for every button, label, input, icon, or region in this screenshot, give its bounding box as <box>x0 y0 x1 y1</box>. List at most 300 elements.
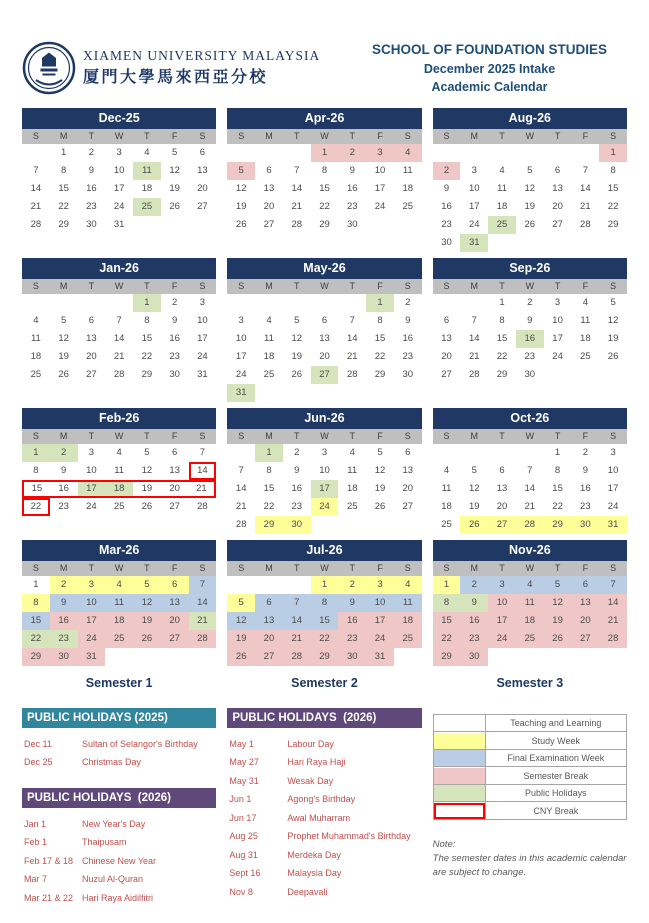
day-cell: 13 <box>402 465 414 477</box>
day-cell: 19 <box>607 333 619 345</box>
weekday-label: M <box>470 562 479 573</box>
day-cell: 19 <box>469 501 480 513</box>
day-cell: 28 <box>283 648 311 666</box>
day-cell: 8 <box>144 315 150 327</box>
month-oct-26 <box>433 408 627 534</box>
day-cell <box>516 444 544 462</box>
day-cell: 18 <box>580 333 591 345</box>
day-cell: 23 <box>346 201 358 213</box>
public-holiday-name: Nuzul Al-Quran <box>82 874 144 885</box>
day-cell: 15 <box>263 483 275 495</box>
day-cell: 7 <box>199 447 206 459</box>
day-cell: 31 <box>599 516 627 534</box>
weekday-label: T <box>499 130 505 141</box>
day-cell <box>283 576 311 594</box>
day-cell: 19 <box>169 183 180 195</box>
day-cell: 9 <box>50 594 78 612</box>
day-cell: 12 <box>544 594 572 612</box>
day-cell <box>488 648 516 666</box>
day-cell <box>366 516 394 534</box>
day-cell: 10 <box>86 465 97 477</box>
day-cell <box>311 294 339 312</box>
weekday-label: S <box>610 130 617 141</box>
day-cell: 29 <box>433 648 461 666</box>
day-cell: 9 <box>443 183 450 195</box>
day-cell: 29 <box>607 219 619 231</box>
day-cell: 17 <box>113 183 125 195</box>
weekday-label: W <box>525 562 535 573</box>
day-cell: 18 <box>30 351 42 363</box>
weekday-label: W <box>320 430 329 441</box>
weekday-label: F <box>582 130 589 141</box>
day-cell: 12 <box>469 483 480 495</box>
weekday-label: M <box>265 280 273 291</box>
day-cell: 15 <box>22 480 50 498</box>
day-cell: 21 <box>599 612 627 630</box>
legend-swatch-cell <box>433 767 485 785</box>
day-cell <box>516 648 544 666</box>
day-cell: 21 <box>291 201 303 213</box>
day-cell: 31 <box>78 648 106 666</box>
public-holidays-header: PUBLIC HOLIDAYS (2026) <box>22 788 216 808</box>
day-cell: 29 <box>141 369 153 381</box>
day-cell <box>488 234 516 252</box>
day-cell: 6 <box>88 315 95 327</box>
day-cell: 10 <box>78 594 106 612</box>
day-cell: 5 <box>544 576 572 594</box>
day-cell: 2 <box>50 576 78 594</box>
semester-3-label: Semester 3 <box>496 675 564 690</box>
day-cell: 14 <box>189 594 217 612</box>
weekday-label: W <box>114 562 124 573</box>
day-cell <box>544 366 572 384</box>
day-cell: 22 <box>311 630 339 648</box>
day-cell: 21 <box>469 351 480 363</box>
public-holiday-date: Aug 25 <box>229 831 258 842</box>
day-cell: 23 <box>169 351 180 363</box>
weekday-label: S <box>199 430 206 441</box>
month-days <box>433 444 627 534</box>
day-cell: 24 <box>311 498 339 516</box>
day-cell: 20 <box>496 501 508 513</box>
day-cell: 20 <box>197 183 208 195</box>
day-cell: 22 <box>141 351 153 363</box>
day-cell <box>433 294 461 312</box>
day-cell: 24 <box>552 351 563 363</box>
day-cell: 11 <box>105 594 133 612</box>
day-cell: 26 <box>235 219 247 231</box>
day-cell: 26 <box>291 369 303 381</box>
day-cell <box>460 294 488 312</box>
day-cell: 11 <box>516 594 544 612</box>
day-cell: 3 <box>610 447 616 459</box>
weekday-label: F <box>377 430 383 441</box>
day-cell: 14 <box>189 462 217 480</box>
day-cell: 4 <box>116 447 122 459</box>
day-cell: 26 <box>460 516 488 534</box>
day-cell: 28 <box>346 369 358 381</box>
month-feb-26 <box>22 408 216 516</box>
day-cell: 26 <box>58 369 69 381</box>
day-cell: 22 <box>374 351 386 363</box>
day-cell: 26 <box>227 648 255 666</box>
public-holiday-date: Mar 21 & 22 <box>24 892 74 903</box>
day-cell: 15 <box>552 483 563 495</box>
day-cell: 7 <box>599 576 627 594</box>
weekday-label: T <box>144 430 150 441</box>
day-cell: 4 <box>394 576 422 594</box>
day-cell: 28 <box>580 219 591 231</box>
day-cell: 10 <box>235 333 247 345</box>
day-cell: 11 <box>133 162 161 180</box>
semester-labels <box>22 676 627 690</box>
public-holiday-row <box>24 753 216 772</box>
weekday-row <box>22 129 216 144</box>
day-cell: 9 <box>338 594 366 612</box>
month-days <box>227 576 421 666</box>
month-days <box>227 444 421 534</box>
day-cell: 5 <box>610 297 616 309</box>
day-cell: 3 <box>199 297 206 309</box>
day-cell: 24 <box>366 630 394 648</box>
day-cell: 19 <box>58 351 69 363</box>
day-cell <box>22 294 50 312</box>
month-sep-26 <box>433 258 627 384</box>
public-holiday-row <box>229 753 421 772</box>
weekday-label: S <box>404 280 411 291</box>
day-cell: 22 <box>58 201 69 213</box>
public-holiday-row <box>24 870 216 889</box>
day-cell: 16 <box>346 183 358 195</box>
day-cell: 2 <box>50 444 78 462</box>
day-cell: 21 <box>189 612 217 630</box>
legend-swatch-yellow <box>434 733 485 749</box>
day-cell: 9 <box>88 165 95 177</box>
day-cell: 14 <box>30 183 42 195</box>
day-cell: 8 <box>377 315 383 327</box>
weekday-label: M <box>265 562 273 573</box>
weekday-row <box>22 561 216 576</box>
day-cell <box>571 234 599 252</box>
public-holiday-name: Christmas Day <box>82 757 142 768</box>
day-cell <box>460 444 488 462</box>
day-cell: 22 <box>433 630 461 648</box>
weekday-label: T <box>88 130 95 141</box>
day-cell: 17 <box>197 333 208 345</box>
day-cell: 21 <box>235 501 247 513</box>
day-cell: 11 <box>497 183 507 195</box>
weekday-label: S <box>238 130 245 141</box>
public-holiday-date: Dec 25 <box>24 757 53 768</box>
day-cell: 20 <box>161 480 189 498</box>
weekday-label: W <box>114 430 124 441</box>
day-cell: 5 <box>144 447 150 459</box>
title-line-school: SCHOOL OF FOUNDATION STUDIES <box>371 42 607 57</box>
weekday-row <box>433 279 627 294</box>
day-cell: 7 <box>238 465 244 477</box>
day-cell: 20 <box>86 351 97 363</box>
months-grid <box>22 108 627 666</box>
weekday-label: T <box>349 280 355 291</box>
day-cell: 18 <box>402 183 414 195</box>
day-cell: 10 <box>552 315 563 327</box>
day-cell: 20 <box>571 612 599 630</box>
day-cell <box>255 576 283 594</box>
weekday-label: T <box>554 280 561 291</box>
note-label: Note: <box>432 838 456 850</box>
day-cell: 14 <box>469 333 480 345</box>
day-cell: 24 <box>235 369 247 381</box>
day-cell: 7 <box>189 576 217 594</box>
day-cell: 15 <box>22 612 50 630</box>
day-cell <box>255 384 283 402</box>
day-cell: 24 <box>374 201 386 213</box>
day-cell: 3 <box>366 144 394 162</box>
public-holiday-date: May 27 <box>229 757 259 768</box>
day-cell: 17 <box>311 480 339 498</box>
day-cell: 1 <box>133 294 161 312</box>
month-jun-26 <box>227 408 421 534</box>
day-cell: 13 <box>255 612 283 630</box>
day-cell: 31 <box>113 219 125 231</box>
day-cell: 21 <box>346 351 358 363</box>
day-cell: 7 <box>294 165 300 177</box>
day-cell: 9 <box>172 315 178 327</box>
day-cell <box>433 444 461 462</box>
day-cell: 13 <box>169 465 180 477</box>
day-cell: 30 <box>460 648 488 666</box>
day-cell: 30 <box>346 219 358 231</box>
public-holiday-row <box>229 735 421 754</box>
day-cell <box>161 648 189 666</box>
public-holiday-row <box>24 889 216 908</box>
weekday-label: S <box>443 562 450 573</box>
weekday-row <box>227 429 421 444</box>
weekday-label: T <box>293 430 300 441</box>
title-line-intake: December 2025 Intake <box>423 61 556 76</box>
day-cell: 9 <box>582 465 588 477</box>
day-cell: 4 <box>144 147 150 159</box>
day-cell: 29 <box>58 219 69 231</box>
day-cell: 18 <box>141 183 153 195</box>
day-cell <box>311 384 339 402</box>
day-cell: 25 <box>133 198 161 216</box>
day-cell <box>488 144 516 162</box>
legend-swatch-cell <box>433 784 485 802</box>
day-cell <box>338 516 366 534</box>
day-cell: 29 <box>374 369 386 381</box>
public-holiday-name: Labour Day <box>287 738 334 749</box>
day-cell: 14 <box>235 483 247 495</box>
day-cell: 3 <box>116 147 122 159</box>
day-cell <box>338 294 366 312</box>
month-days <box>22 444 216 516</box>
day-cell: 9 <box>60 465 67 477</box>
day-cell: 6 <box>161 576 189 594</box>
day-cell: 23 <box>460 630 488 648</box>
day-cell: 16 <box>460 612 488 630</box>
day-cell: 25 <box>394 630 422 648</box>
day-cell: 10 <box>113 165 125 177</box>
public-holiday-name: Hari Raya Haji <box>287 757 346 768</box>
day-cell: 23 <box>58 501 69 513</box>
day-cell <box>516 144 544 162</box>
day-cell <box>394 216 422 234</box>
weekday-label: S <box>238 562 245 573</box>
weekday-label: S <box>32 130 39 141</box>
day-cell: 1 <box>311 144 339 162</box>
public-holiday-name: Agong's Birthday <box>287 794 356 805</box>
day-cell: 14 <box>599 594 627 612</box>
day-cell: 14 <box>346 333 358 345</box>
weekday-label: S <box>238 280 245 291</box>
day-cell: 1 <box>60 147 67 159</box>
day-cell: 20 <box>161 612 189 630</box>
weekday-label: W <box>320 130 329 141</box>
legend-label: CNY Break <box>485 802 626 820</box>
day-cell <box>255 294 283 312</box>
day-cell <box>161 216 189 234</box>
legend-label: Teaching and Learning <box>485 714 626 732</box>
day-cell: 16 <box>580 483 591 495</box>
month-title: Jun-26 <box>227 408 421 429</box>
day-cell: 1 <box>311 576 339 594</box>
weekday-label: T <box>499 280 505 291</box>
public-holidays-list <box>24 735 216 772</box>
weekday-label: T <box>293 130 300 141</box>
legend-swatch-cell <box>433 749 485 767</box>
day-cell: 16 <box>291 483 303 495</box>
weekday-label: F <box>377 130 383 141</box>
day-cell <box>338 384 366 402</box>
legend-row <box>433 732 626 750</box>
day-cell: 9 <box>294 465 300 477</box>
month-days <box>227 294 421 402</box>
day-cell: 29 <box>255 516 283 534</box>
day-cell: 7 <box>349 315 355 327</box>
weekday-label: T <box>499 562 505 573</box>
month-aug-26 <box>433 108 627 252</box>
day-cell: 22 <box>607 201 619 213</box>
month-title: Aug-26 <box>433 108 627 129</box>
public-holiday-date: May 1 <box>229 738 254 749</box>
day-cell: 30 <box>283 516 311 534</box>
day-cell <box>516 234 544 252</box>
day-cell: 6 <box>255 594 283 612</box>
day-cell: 20 <box>255 630 283 648</box>
legend-row <box>433 714 626 732</box>
day-cell: 27 <box>169 501 180 513</box>
day-cell: 6 <box>321 315 328 327</box>
day-cell: 26 <box>133 630 161 648</box>
weekday-label: S <box>404 430 411 441</box>
month-title: Feb-26 <box>22 408 216 429</box>
weekday-label: F <box>377 280 383 291</box>
day-cell <box>105 294 133 312</box>
day-cell: 23 <box>441 219 452 231</box>
day-cell: 24 <box>78 630 106 648</box>
day-cell: 27 <box>441 369 452 381</box>
day-cell: 22 <box>263 501 275 513</box>
day-cell: 30 <box>524 369 536 381</box>
day-cell: 29 <box>22 648 50 666</box>
month-days <box>22 294 216 384</box>
university-name <box>83 48 320 87</box>
day-cell: 3 <box>238 315 244 327</box>
day-cell <box>394 384 422 402</box>
weekday-label: W <box>114 130 124 141</box>
public-holidays-header: PUBLIC HOLIDAYS (2025) <box>22 708 216 728</box>
public-holiday-row <box>24 735 216 754</box>
day-cell: 2 <box>582 447 588 459</box>
day-cell: 21 <box>580 201 591 213</box>
day-cell: 11 <box>114 465 125 477</box>
day-cell: 3 <box>488 576 516 594</box>
weekday-label: F <box>171 130 178 141</box>
day-cell: 6 <box>405 447 411 459</box>
public-holidays-list <box>229 735 421 902</box>
day-cell <box>599 648 627 666</box>
weekday-label: T <box>349 562 355 573</box>
day-cell: 25 <box>105 630 133 648</box>
day-cell: 23 <box>580 501 591 513</box>
weekday-label: S <box>199 280 206 291</box>
day-cell: 4 <box>349 447 355 459</box>
weekday-label: T <box>144 130 150 141</box>
public-holiday-row <box>229 809 421 828</box>
month-apr-26 <box>227 108 421 234</box>
day-cell: 25 <box>113 501 125 513</box>
public-holiday-date: Dec 11 <box>24 738 52 749</box>
day-cell <box>227 576 255 594</box>
weekday-label: F <box>582 562 589 573</box>
day-cell: 1 <box>22 444 50 462</box>
day-cell: 22 <box>22 630 50 648</box>
weekday-row <box>433 129 627 144</box>
day-cell: 9 <box>349 165 355 177</box>
day-cell: 12 <box>133 594 161 612</box>
day-cell: 13 <box>263 183 275 195</box>
day-cell: 17 <box>607 483 619 495</box>
day-cell: 22 <box>22 498 50 516</box>
note <box>433 838 627 881</box>
public-holiday-date: Feb 17 & 18 <box>24 855 74 866</box>
day-cell: 20 <box>319 351 330 363</box>
day-cell <box>571 366 599 384</box>
legend-swatch-cell <box>433 802 485 820</box>
weekday-label: W <box>320 562 329 573</box>
day-cell: 13 <box>571 594 599 612</box>
day-cell: 5 <box>133 576 161 594</box>
weekday-label: F <box>582 280 589 291</box>
day-cell: 7 <box>33 165 39 177</box>
public-holiday-row <box>24 852 216 871</box>
month-nov-26 <box>433 540 627 666</box>
day-cell: 28 <box>30 219 42 231</box>
legend-swatch-white <box>434 715 485 731</box>
day-cell: 17 <box>78 480 106 498</box>
day-cell: 8 <box>266 465 272 477</box>
day-cell: 5 <box>227 594 255 612</box>
month-title: May-26 <box>227 258 421 279</box>
weekday-label: M <box>59 280 68 291</box>
day-cell <box>488 444 516 462</box>
day-cell: 4 <box>105 576 133 594</box>
day-cell: 24 <box>86 501 97 513</box>
day-cell: 12 <box>607 315 619 327</box>
weekday-label: W <box>525 280 535 291</box>
legend-label: Semester Break <box>485 767 626 785</box>
